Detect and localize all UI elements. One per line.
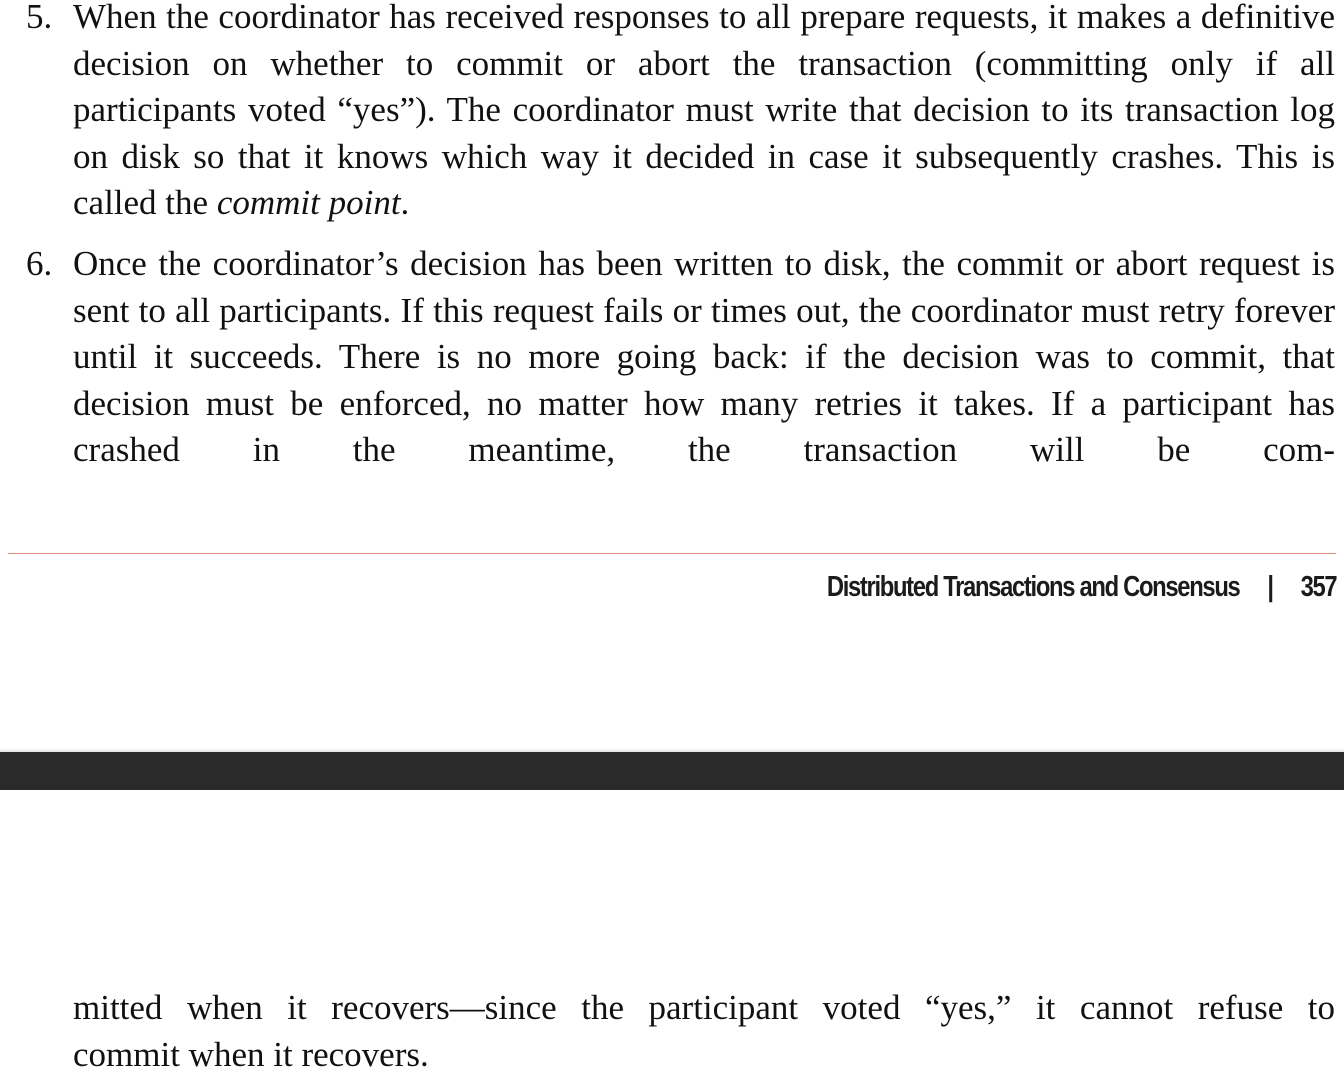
footer-rule (8, 553, 1336, 554)
list-item-text: Once the coordinator’s decision has been written to disk, the commit or abort request is sent to all participants. If this request fails or times out, the coordinator must retry forever until it succeeds. There is no more going back: if the decision was to commit, that decision must be enforced, no matter how many retries it takes. If a participant has crashed in the meantime, the transaction will be com- (73, 244, 1335, 469)
list-item-number: 6. (26, 244, 53, 283)
term-commit-point: commit point (216, 183, 401, 222)
list-item-text-start: When the coordinator has received responses to all prepare requests, it makes a definitive decision on whether to commit or abort the transaction (committing only if all participants voted “yes”). The coordinator must write that decision to its transaction log on disk so that it knows which way it decided in case it subsequently crashes. This is called the (73, 0, 1335, 222)
list-item-number: 5. (26, 0, 53, 36)
running-footer (827, 568, 1336, 606)
list-item-text (73, 0, 1335, 227)
continuation-paragraph (73, 985, 1335, 1076)
list-item-text-end: . (400, 183, 410, 222)
footer-section-title: Distributed Transactions and Consensus (826, 571, 1240, 603)
page-number: 357 (1300, 571, 1336, 603)
next-book-page (0, 790, 1344, 1076)
continuation-line-1: mitted when it recovers—since the participant voted “yes,” it cannot refuse to (73, 988, 1335, 1027)
continuation-line-2: commit when it recovers. (73, 1034, 429, 1074)
footer-separator: | (1267, 571, 1273, 603)
page-gap (0, 752, 1344, 790)
